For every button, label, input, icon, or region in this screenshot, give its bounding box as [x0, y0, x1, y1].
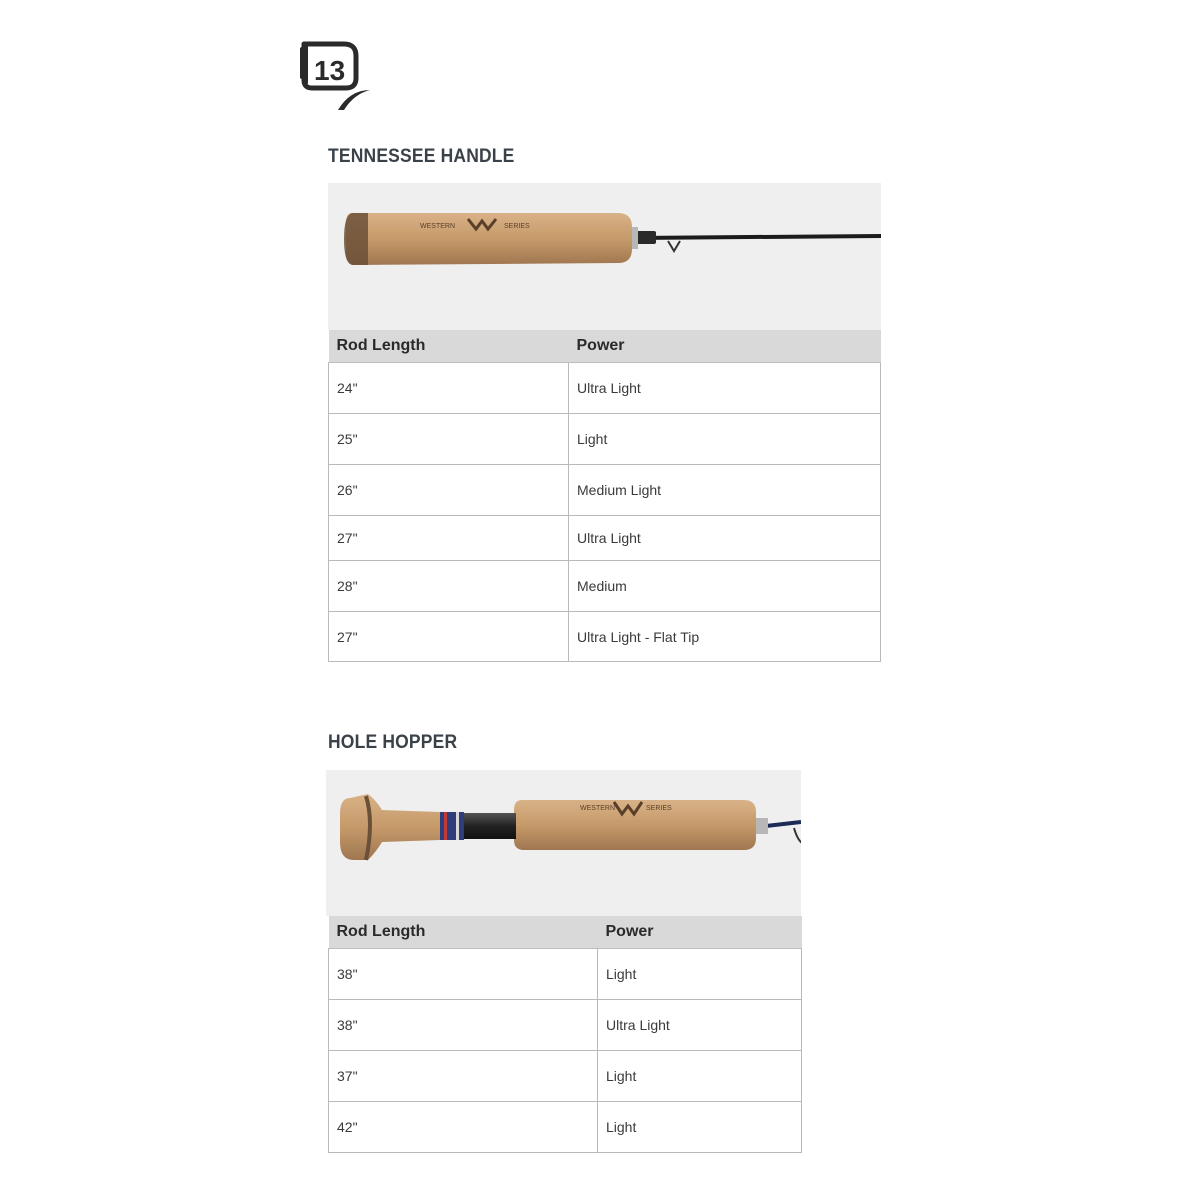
svg-text:SERIES: SERIES	[504, 223, 530, 230]
rod-length-cell: 28"	[329, 561, 569, 612]
table-row	[329, 1000, 802, 1051]
power-cell: Ultra Light - Flat Tip	[569, 612, 881, 662]
rod-length-cell: 27"	[329, 516, 569, 561]
rod-length-cell: 24"	[329, 363, 569, 414]
tennessee-cork-handle-rod-icon	[328, 183, 881, 330]
hole-hopper-split-handle-rod-icon	[326, 770, 801, 916]
svg-text:WESTERN: WESTERN	[420, 223, 455, 230]
rod-length-cell: 38"	[329, 949, 598, 1000]
table-row	[329, 561, 881, 612]
svg-text:SERIES: SERIES	[646, 805, 672, 812]
table-row	[329, 465, 881, 516]
table-row	[329, 1102, 802, 1153]
section-title-tennessee-handle: TENNESSEE HANDLE	[328, 146, 515, 167]
rod-length-cell: 42"	[329, 1102, 598, 1153]
hole-hopper-photo	[326, 770, 801, 916]
power-cell: Light	[598, 949, 802, 1000]
section-title-hole-hopper: HOLE HOPPER	[328, 732, 458, 753]
thirteen-fishing-logo-icon	[298, 38, 374, 114]
table-header-row	[329, 916, 802, 949]
rod-length-cell: 27"	[329, 612, 569, 662]
table-row	[329, 612, 881, 662]
rod-length-cell: 25"	[329, 414, 569, 465]
rod-length-cell: 26"	[329, 465, 569, 516]
power-cell: Ultra Light	[569, 363, 881, 414]
table-row	[329, 414, 881, 465]
rod-length-cell: 37"	[329, 1051, 598, 1102]
rod-length-cell: 38"	[329, 1000, 598, 1051]
power-cell: Medium Light	[569, 465, 881, 516]
tennessee-handle-spec-table	[328, 330, 881, 662]
table-row	[329, 516, 881, 561]
power-cell: Ultra Light	[598, 1000, 802, 1051]
power-cell: Light	[598, 1051, 802, 1102]
power-cell: Ultra Light	[569, 516, 881, 561]
svg-text:WESTERN: WESTERN	[580, 805, 615, 812]
column-header-rod-length: Rod Length	[329, 330, 569, 363]
column-header-power: Power	[569, 330, 881, 363]
table-row	[329, 363, 881, 414]
table-row	[329, 949, 802, 1000]
column-header-rod-length: Rod Length	[329, 916, 598, 949]
power-cell: Light	[598, 1102, 802, 1153]
table-row	[329, 1051, 802, 1102]
column-header-power: Power	[598, 916, 802, 949]
tennessee-handle-photo	[328, 183, 881, 330]
logo-text: 13	[314, 55, 346, 86]
hole-hopper-spec-table	[328, 916, 802, 1153]
power-cell: Medium	[569, 561, 881, 612]
power-cell: Light	[569, 414, 881, 465]
table-header-row	[329, 330, 881, 363]
